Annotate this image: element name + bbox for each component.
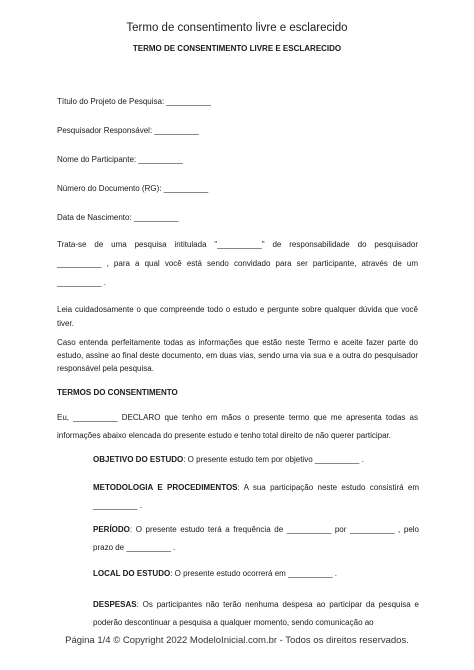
- paragraph-intro-line-3: __________ .: [57, 278, 106, 287]
- section-title-consent-terms: TERMOS DO CONSENTIMENTO: [57, 388, 178, 397]
- item-period: [93, 521, 419, 557]
- item-text: : Os participantes não terão nenhuma despesa ao participar da pesquisa e poderão descontinuar a pesquisa a qualquer momento, sendo comunicação ao: [93, 600, 419, 627]
- field-birth-date: Data de Nascimento: __________: [57, 213, 179, 222]
- field-project-title: Título do Projeto de Pesquisa: __________: [57, 97, 211, 106]
- item-label: PERÍODO: [93, 525, 130, 534]
- field-document-number: Número do Documento (RG): __________: [57, 184, 209, 193]
- item-methodology: [93, 479, 419, 515]
- page-footer: Página 1/4 © Copyright 2022 ModeloInicial.com.br - Todos os direitos reservados.: [65, 635, 409, 646]
- item-label: METODOLOGIA E PROCEDIMENTOS: [93, 483, 238, 492]
- item-label: LOCAL DO ESTUDO: [93, 569, 171, 578]
- paragraph-consent-instructions: Caso entenda perfeitamente todas as informações que estão neste Termo e aceite fazer parte do estudo, assine ao final deste documento, em duas vias, sendo uma via sua e a outra do pesquisador responsável pela pesquisa.: [57, 338, 418, 373]
- item-text: : A sua participação neste estudo consistirá em __________ .: [93, 483, 419, 510]
- field-researcher: Pesquisador Responsável: __________: [57, 126, 199, 135]
- item-expenses: [93, 596, 419, 632]
- item-study-objective: [93, 451, 419, 469]
- item-label: OBJETIVO DO ESTUDO: [93, 455, 184, 464]
- document-heading: TERMO DE CONSENTIMENTO LIVRE E ESCLARECIDO: [132, 44, 342, 53]
- paragraph-intro-line-1: Trata-se de uma pesquisa intitulada "__________" de responsabilidade do pesquisador: [57, 240, 418, 249]
- paragraph-declaration: Eu, __________ DECLARO que tenho em mãos o presente termo que me apresenta todas as informações abaixo elencada do presente estudo e tenho total direito de não querer participar.: [57, 413, 418, 440]
- item-study-location: [93, 565, 419, 583]
- item-text: : O presente estudo tem por objetivo __________ .: [183, 455, 364, 464]
- field-participant-name: Nome do Participante: __________: [57, 155, 183, 164]
- item-text: : O presente estudo ocorrerá em __________ .: [170, 569, 337, 578]
- item-text: : O presente estudo terá a frequência de __________ por __________ , pelo prazo de __________ .: [93, 525, 419, 552]
- item-label: DESPESAS: [93, 600, 137, 609]
- page-header-title: Termo de consentimento livre e esclarecido: [126, 22, 348, 34]
- paragraph-read-carefully: Leia cuidadosamente o que compreende todo o estudo e pergunte sobre qualquer dúvida que você tiver.: [57, 305, 418, 328]
- paragraph-intro-line-2: __________ , para a qual você está sendo convidado para ser participante, através de um: [57, 259, 418, 268]
